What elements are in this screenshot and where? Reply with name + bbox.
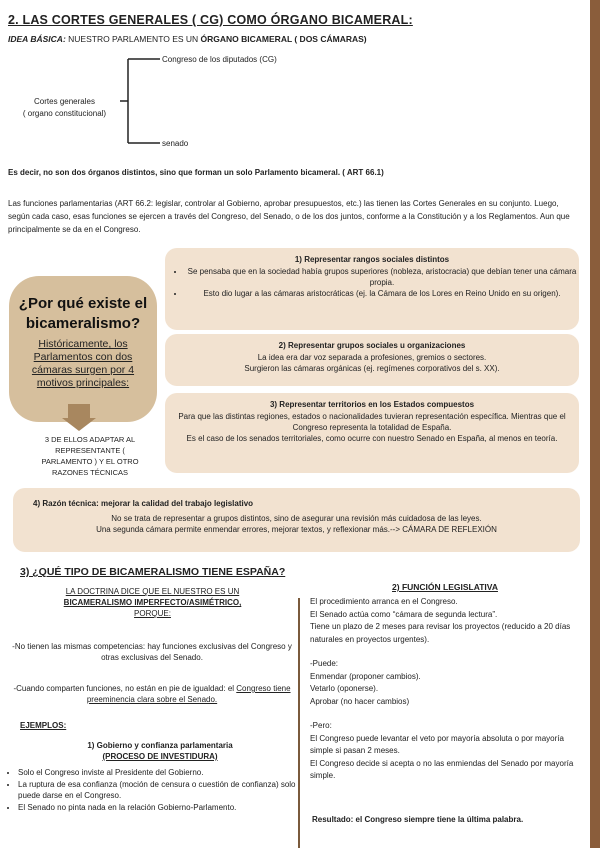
doctrina-line-3: PORQUE: bbox=[134, 609, 171, 618]
es-decir-text: Es decir, no son dos órganos distintos, sino que forman un solo Parlamento bicameral. ( ART 66.1) bbox=[8, 168, 384, 177]
example-title-line-2: (PROCESO DE INVESTIDURA) bbox=[102, 752, 218, 761]
reason-1-box bbox=[165, 248, 579, 330]
resultado-text: Resultado: el Congreso siempre tiene la última palabra. bbox=[312, 815, 524, 824]
reason-3-title: 3) Representar territorios en los Estados compuestos bbox=[269, 400, 475, 409]
motivos-line-4: RAZONES TÉCNICAS bbox=[51, 468, 129, 477]
right-edge-bar bbox=[590, 0, 600, 848]
example-item-3: • El Senado no pinta nada en la relación Gobierno-Parlamento. bbox=[18, 802, 296, 813]
root-line-1: Cortes generales bbox=[34, 97, 95, 106]
pero-label: -Pero: bbox=[310, 721, 332, 730]
reason-2-title: 2) Representar grupos sociales u organizaciones bbox=[278, 341, 466, 350]
reason-1-list bbox=[165, 266, 579, 299]
reason-4-line-1: No se trata de representar a grupos distintos, sino de asegurar una revisión más cuidadosa de las leyes. bbox=[111, 514, 482, 523]
ejemplos-label: EJEMPLOS: bbox=[20, 721, 67, 730]
puede-label: -Puede: bbox=[310, 659, 339, 668]
branch-senado: senado bbox=[162, 139, 189, 148]
puede-line-2: Vetarlo (oponerse). bbox=[310, 684, 379, 693]
motivos-summary bbox=[20, 434, 160, 478]
func-line-1: El procedimiento arranca en el Congreso. bbox=[310, 597, 458, 606]
root-line-2: ( organo constitucional) bbox=[22, 109, 107, 118]
example-item-2: • La ruptura de esa confianza (moción de censura o cuestión de confianza) solo puede darse en el Congreso. bbox=[18, 779, 296, 801]
point-2-b: Congreso tiene preeminencia clara sobre el Senado. bbox=[86, 684, 291, 704]
question-subtitle-line-3: cámaras surgen por 4 bbox=[31, 364, 135, 376]
question-subtitle-line-1: Históricamente, los bbox=[38, 338, 128, 350]
reason-3-box bbox=[165, 393, 579, 473]
question-subtitle bbox=[9, 338, 157, 390]
motivos-line-3: PARLAMENTO ) Y EL OTRO bbox=[41, 457, 139, 466]
reason-2-line-2: Surgieron las cámaras orgánicas (ej. regímenes corporativos del s. XX). bbox=[244, 364, 500, 373]
question-subtitle-line-4: motivos principales: bbox=[36, 377, 130, 389]
example-list-wrap bbox=[6, 767, 296, 814]
question-title-line-1: ¿Por qué existe el bbox=[18, 295, 148, 312]
point-2-a: -Cuando comparten funciones, no están en pie de igualdad: el bbox=[13, 684, 237, 693]
example-title bbox=[30, 740, 290, 762]
pero-line-2: El Congreso decide si acepta o no las enmiendas del Senado por mayoría simple. bbox=[310, 758, 574, 780]
pero-line-1: El Congreso puede levantar el veto por mayoría absoluta o por mayoría simple si pasan 2 meses. bbox=[310, 733, 564, 755]
motivos-line-1: 3 DE ELLOS ADAPTAR AL bbox=[44, 435, 136, 444]
funcion-legislativa-title: 2) FUNCIÓN LEGISLATIVA bbox=[392, 582, 498, 592]
question-title-line-2: bicameralismo? bbox=[25, 315, 141, 332]
diagram-root bbox=[12, 96, 117, 120]
doctrina-line-1: LA DOCTRINA DICE QUE EL NUESTRO ES UN bbox=[65, 587, 240, 596]
point-1: -No tienen las mismas competencias: hay funciones exclusivas del Congreso y otras exclusivas del Senado. bbox=[12, 642, 292, 662]
example-list bbox=[6, 767, 296, 813]
idea-basica bbox=[8, 34, 367, 44]
reason-4-line-2: Una segunda cámara permite enmendar errores, mejorar textos, y reflexionar más.--> CÁMARA DE REFLEXIÓN bbox=[96, 525, 497, 534]
section-3-title: 3) ¿QUÉ TIPO DE BICAMERALISMO TIENE ESPAÑA? bbox=[20, 566, 286, 578]
reason-1-bullet-1: • Se pensaba que en la sociedad había grupos superiores (nobleza, aristocracia) que debían tener una cámara propia. bbox=[185, 266, 579, 288]
reason-4-box bbox=[13, 488, 580, 552]
point-2 bbox=[12, 683, 292, 705]
section-2-title: 2. LAS CORTES GENERALES ( CG) COMO ÓRGANO BICAMERAL: bbox=[8, 13, 413, 27]
down-arrow-tip-icon bbox=[62, 418, 96, 431]
example-title-line-1: 1) Gobierno y confianza parlamentaria bbox=[87, 741, 233, 750]
doctrina-block bbox=[15, 586, 290, 619]
motivos-line-2: REPRESENTANTE ( bbox=[55, 446, 125, 455]
column-divider bbox=[298, 598, 300, 848]
question-subtitle-line-2: Parlamentos con dos bbox=[33, 351, 133, 363]
question-box bbox=[9, 276, 157, 422]
doctrina-line-2: BICAMERALISMO IMPERFECTO/ASIMÉTRICO, bbox=[63, 598, 242, 607]
reason-2-line-1: La idea era dar voz separada a profesiones, gremios o sectores. bbox=[257, 353, 487, 362]
funcion-legislativa-block bbox=[310, 596, 586, 783]
reason-2-box bbox=[165, 334, 579, 386]
reason-3-line-1: Para que las distintas regiones, estados o nacionalidades tuvieran representación específica. Mientras que el Congreso representa la totalidad de España. bbox=[178, 412, 566, 432]
example-item-1: • Solo el Congreso inviste al Presidente del Gobierno. bbox=[18, 767, 296, 778]
idea-label: IDEA BÁSICA: bbox=[8, 34, 66, 44]
func-line-3: Tiene un plazo de 2 meses para revisar los proyectos (reducido a 20 días naturales en proyectos urgentes). bbox=[310, 622, 571, 644]
puede-line-3: Aprobar (no hacer cambios) bbox=[310, 696, 410, 706]
puede-line-1: Enmendar (proponer cambios). bbox=[310, 671, 421, 681]
branch-congreso: Congreso de los diputados (CG) bbox=[162, 55, 277, 64]
reason-1-title: 1) Representar rangos sociales distintos bbox=[294, 255, 450, 264]
reason-4-title: 4) Razón técnica: mejorar la calidad del trabajo legislativo bbox=[33, 499, 254, 508]
func-line-2: El Senado actúa como “cámara de segunda lectura”. bbox=[310, 609, 498, 619]
funciones-paragraph: Las funciones parlamentarias (ART 66.2: legislar, controlar al Gobierno, aprobar presupuestos, etc.) las tienen las Cortes Generales en su conjunto. Luego, según cada caso, esas funciones se ejercen a través del Congreso, del Senado, o de los dos juntos, conforme a la Constitución y a los Reglamentos. Aun que principalmente se da en el Congreso. bbox=[8, 199, 570, 234]
idea-bold: ÓRGANO BICAMERAL ( DOS CÁMARAS) bbox=[200, 34, 367, 44]
reason-1-bullet-2: • Esto dio lugar a las cámaras aristocráticas (ej. la Cámara de los Lores en Reino Unido en su origen). bbox=[185, 288, 579, 299]
bracket-diagram bbox=[118, 55, 168, 150]
question-title bbox=[9, 294, 157, 334]
reason-3-line-2: Es el caso de los senados territoriales, como ocurre con nuestro Senado en España, al menos en teoría. bbox=[186, 434, 558, 443]
idea-text: NUESTRO PARLAMENTO ES UN bbox=[65, 34, 201, 44]
